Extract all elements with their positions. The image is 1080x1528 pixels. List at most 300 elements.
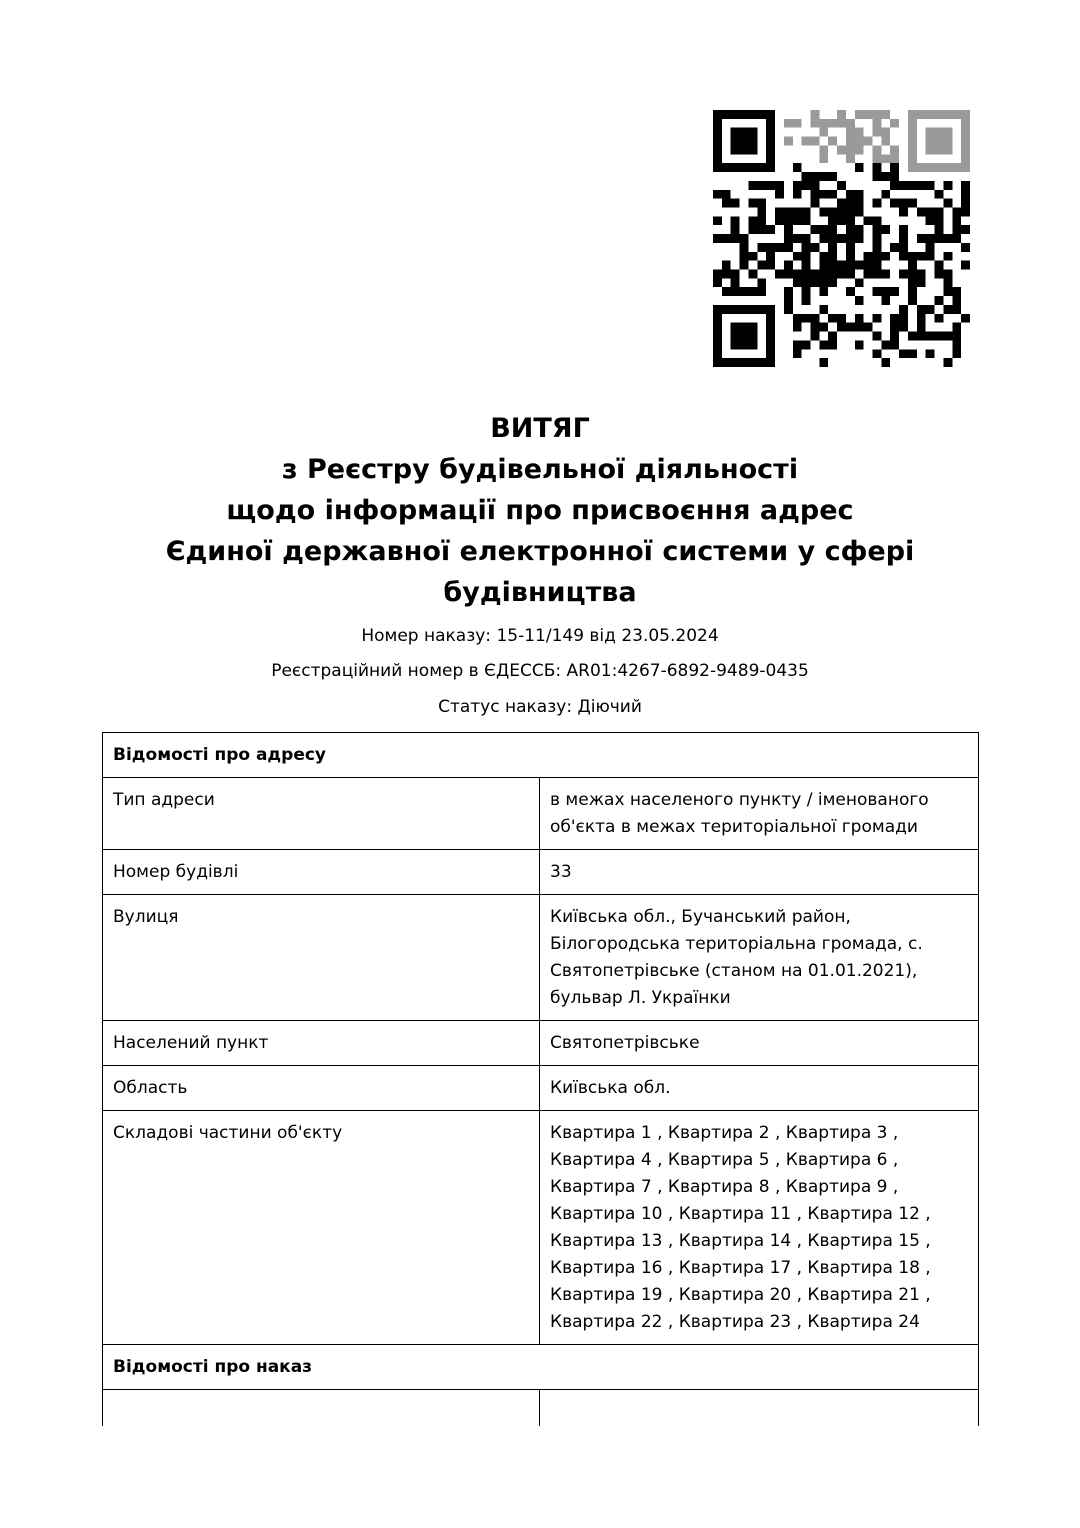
qr-module	[819, 358, 828, 367]
qr-module	[748, 270, 757, 279]
qr-module	[784, 243, 793, 252]
qr-module	[855, 261, 864, 270]
qr-module	[855, 314, 864, 323]
qr-module	[873, 261, 882, 270]
qr-module	[828, 340, 837, 349]
qr-module	[819, 154, 828, 163]
qr-module	[748, 216, 757, 225]
qr-module	[722, 234, 731, 243]
row-value-region: Київська обл.	[540, 1066, 979, 1111]
qr-module	[855, 207, 864, 216]
qr-module	[864, 261, 873, 270]
row-value-street: Київська обл., Бучанський район, Білогородська територіальна громада, с. Святопетрівське (станом на 01.01.2021), бульвар Л. Українки	[540, 895, 979, 1021]
qr-module	[926, 234, 935, 243]
qr-module	[810, 278, 819, 287]
qr-module	[864, 137, 873, 146]
qr-module	[864, 323, 873, 332]
qr-module	[731, 270, 740, 279]
qr-module	[899, 207, 908, 216]
qr-module	[793, 119, 802, 128]
qr-module	[846, 243, 855, 252]
qr-module	[819, 305, 828, 314]
qr-module	[784, 287, 793, 296]
qr-module	[793, 340, 802, 349]
qr-module	[952, 332, 961, 341]
qr-module	[917, 323, 926, 332]
qr-module	[828, 225, 837, 234]
qr-module	[873, 314, 882, 323]
qr-module	[810, 314, 819, 323]
row-value-settlement: Святопетрівське	[540, 1021, 979, 1066]
qr-module	[873, 128, 882, 137]
qr-module	[748, 181, 757, 190]
qr-module	[802, 340, 811, 349]
qr-module	[899, 199, 908, 208]
qr-module	[952, 225, 961, 234]
qr-module	[731, 216, 740, 225]
qr-module	[952, 287, 961, 296]
qr-module	[819, 252, 828, 261]
qr-module	[793, 278, 802, 287]
order-number: Номер наказу: 15-11/149 від 23.05.2024	[361, 626, 719, 646]
qr-module	[952, 340, 961, 349]
qr-module	[828, 252, 837, 261]
qr-module	[757, 278, 766, 287]
row-label-address-type: Тип адреси	[103, 778, 540, 850]
qr-module	[873, 243, 882, 252]
qr-module	[961, 207, 970, 216]
document-title	[100, 408, 980, 613]
qr-module	[908, 252, 917, 261]
qr-module	[917, 252, 926, 261]
qr-module	[837, 314, 846, 323]
qr-module	[784, 270, 793, 279]
qr-module	[802, 234, 811, 243]
row-label-region: Область	[103, 1066, 540, 1111]
qr-module	[784, 261, 793, 270]
qr-module	[899, 252, 908, 261]
qr-module	[713, 234, 722, 243]
qr-module	[890, 340, 899, 349]
qr-module	[899, 305, 908, 314]
qr-module	[802, 278, 811, 287]
qr-module	[819, 172, 828, 181]
qr-module	[846, 216, 855, 225]
qr-module	[917, 278, 926, 287]
qr-module	[926, 349, 935, 358]
qr-module	[748, 252, 757, 261]
qr-module	[837, 145, 846, 154]
qr-module	[890, 119, 899, 128]
qr-module	[757, 181, 766, 190]
qr-module	[810, 199, 819, 208]
qr-module	[775, 181, 784, 190]
qr-module	[775, 216, 784, 225]
qr-module	[713, 270, 722, 279]
qr-module	[855, 323, 864, 332]
qr-module	[819, 145, 828, 154]
qr-module	[952, 207, 961, 216]
qr-module	[943, 199, 952, 208]
qr-module	[757, 225, 766, 234]
qr-module	[748, 287, 757, 296]
qr-module	[819, 119, 828, 128]
qr-module	[846, 323, 855, 332]
qr-module	[793, 323, 802, 332]
qr-module	[926, 252, 935, 261]
qr-module	[846, 199, 855, 208]
qr-module	[926, 207, 935, 216]
qr-module	[881, 128, 890, 137]
qr-module	[846, 234, 855, 243]
qr-module	[784, 305, 793, 314]
table-row	[103, 1066, 979, 1111]
qr-module	[819, 128, 828, 137]
qr-module	[810, 137, 819, 146]
qr-module	[819, 207, 828, 216]
qr-module	[802, 252, 811, 261]
qr-finder	[731, 323, 758, 350]
qr-module	[908, 349, 917, 358]
qr-module	[873, 332, 882, 341]
qr-module	[873, 145, 882, 154]
qr-module	[757, 199, 766, 208]
qr-module	[881, 137, 890, 146]
qr-module	[881, 225, 890, 234]
qr-module	[819, 225, 828, 234]
qr-module	[890, 145, 899, 154]
title-line-1: ВИТЯГ	[490, 413, 590, 444]
qr-module	[881, 252, 890, 261]
table-row	[103, 1021, 979, 1066]
table-row	[103, 778, 979, 850]
qr-module	[793, 207, 802, 216]
qr-module	[899, 323, 908, 332]
qr-module	[846, 287, 855, 296]
qr-module	[935, 296, 944, 305]
qr-module	[722, 190, 731, 199]
qr-module	[802, 207, 811, 216]
qr-module	[873, 349, 882, 358]
qr-module	[890, 172, 899, 181]
table-row	[103, 895, 979, 1021]
qr-module	[837, 234, 846, 243]
qr-module	[926, 332, 935, 341]
qr-module	[855, 145, 864, 154]
qr-module	[881, 270, 890, 279]
qr-module	[864, 110, 873, 119]
qr-module	[766, 225, 775, 234]
qr-module	[837, 181, 846, 190]
qr-module	[935, 261, 944, 270]
qr-module	[881, 296, 890, 305]
qr-module	[908, 270, 917, 279]
qr-module	[802, 261, 811, 270]
qr-module	[961, 243, 970, 252]
qr-module	[855, 340, 864, 349]
qr-module	[828, 234, 837, 243]
qr-module	[943, 270, 952, 279]
qr-module	[935, 234, 944, 243]
qr-module	[917, 332, 926, 341]
qr-module	[890, 243, 899, 252]
qr-module	[961, 314, 970, 323]
qr-module	[784, 216, 793, 225]
qr-module	[748, 225, 757, 234]
qr-module	[713, 216, 722, 225]
qr-module	[837, 199, 846, 208]
qr-module	[828, 216, 837, 225]
row-label-settlement: Населений пункт	[103, 1021, 540, 1066]
qr-module	[775, 190, 784, 199]
qr-module	[908, 261, 917, 270]
page-bottom-margin	[0, 1426, 1080, 1528]
qr-module	[935, 225, 944, 234]
qr-module	[837, 270, 846, 279]
qr-module	[908, 296, 917, 305]
qr-module	[943, 287, 952, 296]
qr-module	[722, 287, 731, 296]
qr-module	[837, 261, 846, 270]
qr-module	[757, 207, 766, 216]
qr-module	[722, 199, 731, 208]
qr-module	[881, 287, 890, 296]
qr-module	[828, 278, 837, 287]
title-line-4: Єдиної державної електронної системи у сфері	[165, 536, 915, 567]
row-label-object-parts: Складові частини об'єкту	[103, 1111, 540, 1345]
qr-module	[864, 216, 873, 225]
qr-module	[802, 287, 811, 296]
qr-module	[757, 261, 766, 270]
qr-module	[935, 332, 944, 341]
qr-module	[828, 314, 837, 323]
qr-module	[855, 199, 864, 208]
qr-module	[802, 296, 811, 305]
qr-module	[810, 332, 819, 341]
qr-module	[802, 216, 811, 225]
qr-module	[766, 252, 775, 261]
qr-module	[722, 261, 731, 270]
qr-module	[952, 323, 961, 332]
qr-module	[837, 323, 846, 332]
qr-module	[908, 287, 917, 296]
qr-module	[828, 172, 837, 181]
qr-module	[757, 216, 766, 225]
qr-module	[873, 252, 882, 261]
qr-module	[873, 225, 882, 234]
qr-module	[961, 199, 970, 208]
registration-number: Реєстраційний номер в ЄДЕССБ: AR01:4267-6892-9489-0435	[271, 661, 809, 681]
qr-module	[828, 261, 837, 270]
qr-module	[828, 119, 837, 128]
section-header-row	[103, 733, 979, 778]
qr-module	[855, 163, 864, 172]
qr-module	[855, 110, 864, 119]
qr-module	[740, 287, 749, 296]
qr-module	[881, 172, 890, 181]
qr-module	[802, 181, 811, 190]
qr-module	[713, 190, 722, 199]
qr-module	[890, 287, 899, 296]
qr-module	[731, 278, 740, 287]
qr-module	[935, 314, 944, 323]
qr-module	[943, 181, 952, 190]
qr-module	[828, 243, 837, 252]
qr-module	[873, 110, 882, 119]
qr-module	[855, 278, 864, 287]
qr-module	[917, 207, 926, 216]
table-row	[103, 1111, 979, 1345]
qr-module	[810, 270, 819, 279]
qr-module	[810, 225, 819, 234]
qr-module	[793, 190, 802, 199]
qr-module	[810, 110, 819, 119]
qr-module	[784, 207, 793, 216]
qr-module	[713, 278, 722, 287]
qr-module	[846, 145, 855, 154]
qr-module	[828, 207, 837, 216]
qr-module	[819, 234, 828, 243]
qr-module	[846, 190, 855, 199]
qr-module	[890, 154, 899, 163]
qr-module	[926, 181, 935, 190]
qr-module	[961, 190, 970, 199]
qr-module	[793, 314, 802, 323]
title-line-5: будівництва	[443, 577, 637, 608]
qr-module	[846, 128, 855, 137]
qr-module	[731, 225, 740, 234]
qr-module	[917, 181, 926, 190]
section-header-row	[103, 1345, 979, 1390]
qr-module	[952, 216, 961, 225]
qr-module	[757, 243, 766, 252]
qr-module	[864, 252, 873, 261]
qr-code-icon	[713, 110, 970, 367]
qr-module	[873, 154, 882, 163]
qr-module	[784, 296, 793, 305]
qr-module	[846, 137, 855, 146]
qr-module	[855, 296, 864, 305]
qr-module	[881, 358, 890, 367]
qr-module	[775, 207, 784, 216]
qr-module	[802, 243, 811, 252]
qr-module	[819, 270, 828, 279]
qr-module	[926, 216, 935, 225]
qr-module	[793, 163, 802, 172]
qr-module	[766, 243, 775, 252]
qr-module	[802, 137, 811, 146]
qr-module	[722, 270, 731, 279]
qr-module	[917, 305, 926, 314]
qr-module	[926, 243, 935, 252]
qr-module	[890, 163, 899, 172]
qr-module	[899, 225, 908, 234]
qr-module	[908, 199, 917, 208]
qr-module	[793, 234, 802, 243]
qr-module	[873, 270, 882, 279]
qr-module	[828, 137, 837, 146]
qr-module	[935, 216, 944, 225]
qr-module	[943, 358, 952, 367]
address-info-table	[102, 732, 979, 1435]
qr-module	[881, 190, 890, 199]
qr-module	[873, 199, 882, 208]
qr-module	[837, 216, 846, 225]
qr-module	[935, 190, 944, 199]
qr-module	[908, 278, 917, 287]
qr-module	[952, 296, 961, 305]
row-value-address-type: в межах населеного пункту / іменованого об'єкта в межах територіальної громади	[540, 778, 979, 850]
qr-module	[855, 234, 864, 243]
qr-module	[775, 243, 784, 252]
qr-module	[926, 305, 935, 314]
qr-module	[961, 225, 970, 234]
qr-module	[873, 119, 882, 128]
qr-module	[873, 287, 882, 296]
qr-module	[935, 207, 944, 216]
qr-module	[740, 234, 749, 243]
qr-module	[793, 252, 802, 261]
qr-module	[731, 199, 740, 208]
qr-module	[890, 314, 899, 323]
qr-module	[748, 199, 757, 208]
row-value-object-parts: Квартира 1 , Квартира 2 , Квартира 3 , Квартира 4 , Квартира 5 , Квартира 6 , Квартира 7 , Квартира 8 , Квартира 9 , Квартира 10 , Квартира 11 , Квартира 12 , Квартира 13 , Квартира 14 , Квартира 15 , Квартира 16 , Квартира 17 , Квартира 18 , Квартира 19 , Квартира 20 , Квартира 21 , Квартира 22 , Квартира 23 , Квартира 24	[540, 1111, 979, 1345]
qr-module	[819, 278, 828, 287]
qr-module	[819, 287, 828, 296]
order-status: Статус наказу: Діючий	[438, 697, 642, 717]
qr-module	[810, 119, 819, 128]
qr-module	[943, 234, 952, 243]
qr-module	[757, 287, 766, 296]
qr-module	[731, 234, 740, 243]
qr-module	[890, 181, 899, 190]
qr-module	[793, 216, 802, 225]
qr-module	[890, 332, 899, 341]
qr-module	[819, 190, 828, 199]
qr-module	[873, 216, 882, 225]
qr-module	[846, 207, 855, 216]
qr-module	[793, 181, 802, 190]
row-label-building-number: Номер будівлі	[103, 850, 540, 895]
qr-module	[846, 270, 855, 279]
qr-module	[793, 349, 802, 358]
qr-module	[855, 190, 864, 199]
qr-module	[917, 234, 926, 243]
qr-module	[837, 207, 846, 216]
qr-module	[740, 252, 749, 261]
qr-module	[766, 181, 775, 190]
qr-module	[802, 172, 811, 181]
title-line-2: з Реєстру будівельної діяльності	[281, 454, 799, 485]
qr-module	[740, 261, 749, 270]
qr-module	[890, 323, 899, 332]
qr-module	[899, 234, 908, 243]
qr-module	[899, 181, 908, 190]
qr-module	[846, 119, 855, 128]
qr-module	[802, 270, 811, 279]
qr-module	[784, 234, 793, 243]
qr-module	[784, 119, 793, 128]
qr-module	[775, 270, 784, 279]
qr-module	[908, 332, 917, 341]
qr-module	[784, 225, 793, 234]
row-value-building-number: 33	[540, 850, 979, 895]
qr-module	[855, 137, 864, 146]
qr-module	[828, 270, 837, 279]
qr-module	[873, 163, 882, 172]
qr-finder	[731, 128, 758, 155]
qr-module	[881, 154, 890, 163]
